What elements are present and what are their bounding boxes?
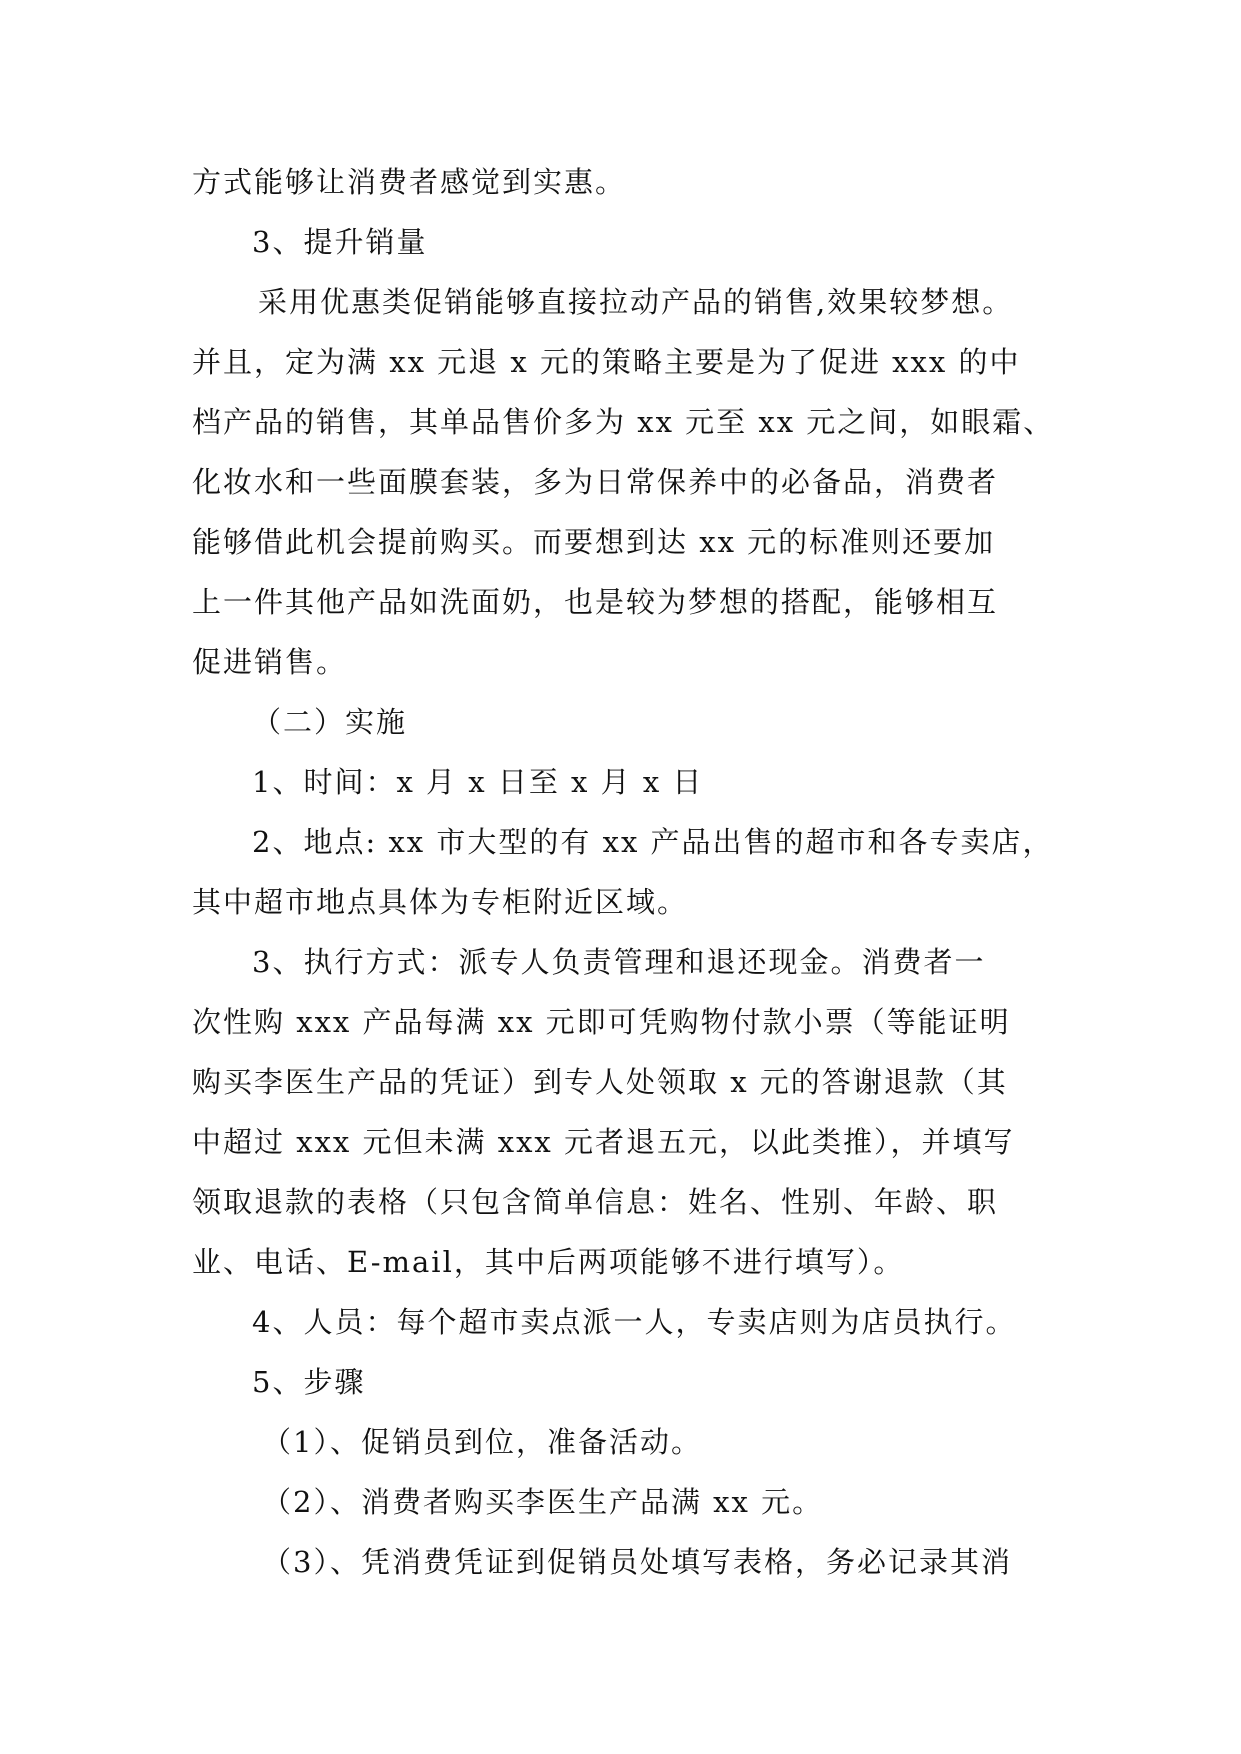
text-line: 3、执行方式：派专人负责管理和退还现金。消费者一 bbox=[252, 945, 986, 979]
text-line: 采用优惠类促销能够直接拉动产品的销售,效果较梦想。 bbox=[258, 285, 1014, 319]
section-heading: 5、步骤 bbox=[252, 1365, 366, 1399]
text-line: 中超过 xxx 元但未满 xxx 元者退五元，以此类推），并填写 bbox=[192, 1125, 1015, 1159]
text-line: 其中超市地点具体为专柜附近区域。 bbox=[192, 885, 689, 919]
text-line: 1、时间：x 月 x 日至 x 月 x 日 bbox=[252, 765, 704, 799]
text-line: （1）、促销员到位，准备活动。 bbox=[262, 1425, 702, 1459]
text-line: 次性购 xxx 产品每满 xx 元即可凭购物付款小票（等能证明 bbox=[192, 1005, 1011, 1039]
section-heading: （二）实施 bbox=[252, 705, 408, 739]
text-line: 4、人员：每个超市卖点派一人，专卖店则为店员执行。 bbox=[252, 1305, 1017, 1339]
text-line: 上一件其他产品如洗面奶，也是较为梦想的搭配，能够相互 bbox=[192, 585, 999, 619]
text-line: （2）、消费者购买李医生产品满 xx 元。 bbox=[262, 1485, 824, 1519]
text-line: 领取退款的表格（只包含简单信息：姓名、性别、年龄、职 bbox=[192, 1185, 999, 1219]
text-line: 促进销售。 bbox=[192, 645, 348, 679]
text-line: 化妆水和一些面膜套装，多为日常保养中的必备品，消费者 bbox=[192, 465, 999, 499]
text-line: 并且，定为满 xx 元退 x 元的策略主要是为了促进 xxx 的中 bbox=[192, 345, 1021, 379]
text-line: 档产品的销售，其单品售价多为 xx 元至 xx 元之间，如眼霜、 bbox=[192, 405, 1055, 439]
text-line: 2、地点: xx 市大型的有 xx 产品出售的超市和各专卖店， bbox=[252, 825, 1054, 859]
text-line: 业、电话、E-mail，其中后两项能够不进行填写）。 bbox=[192, 1245, 905, 1279]
text-line: （3）、凭消费凭证到促销员处填写表格，务必记录其消 bbox=[262, 1545, 1012, 1579]
text-line: 能够借此机会提前购买。而要想到达 xx 元的标准则还要加 bbox=[192, 525, 996, 559]
text-line: 购买李医生产品的凭证）到专人处领取 x 元的答谢退款（其 bbox=[192, 1065, 1008, 1099]
section-heading: 3、提升销量 bbox=[252, 225, 428, 259]
text-line: 方式能够让消费者感觉到实惠。 bbox=[192, 165, 627, 199]
